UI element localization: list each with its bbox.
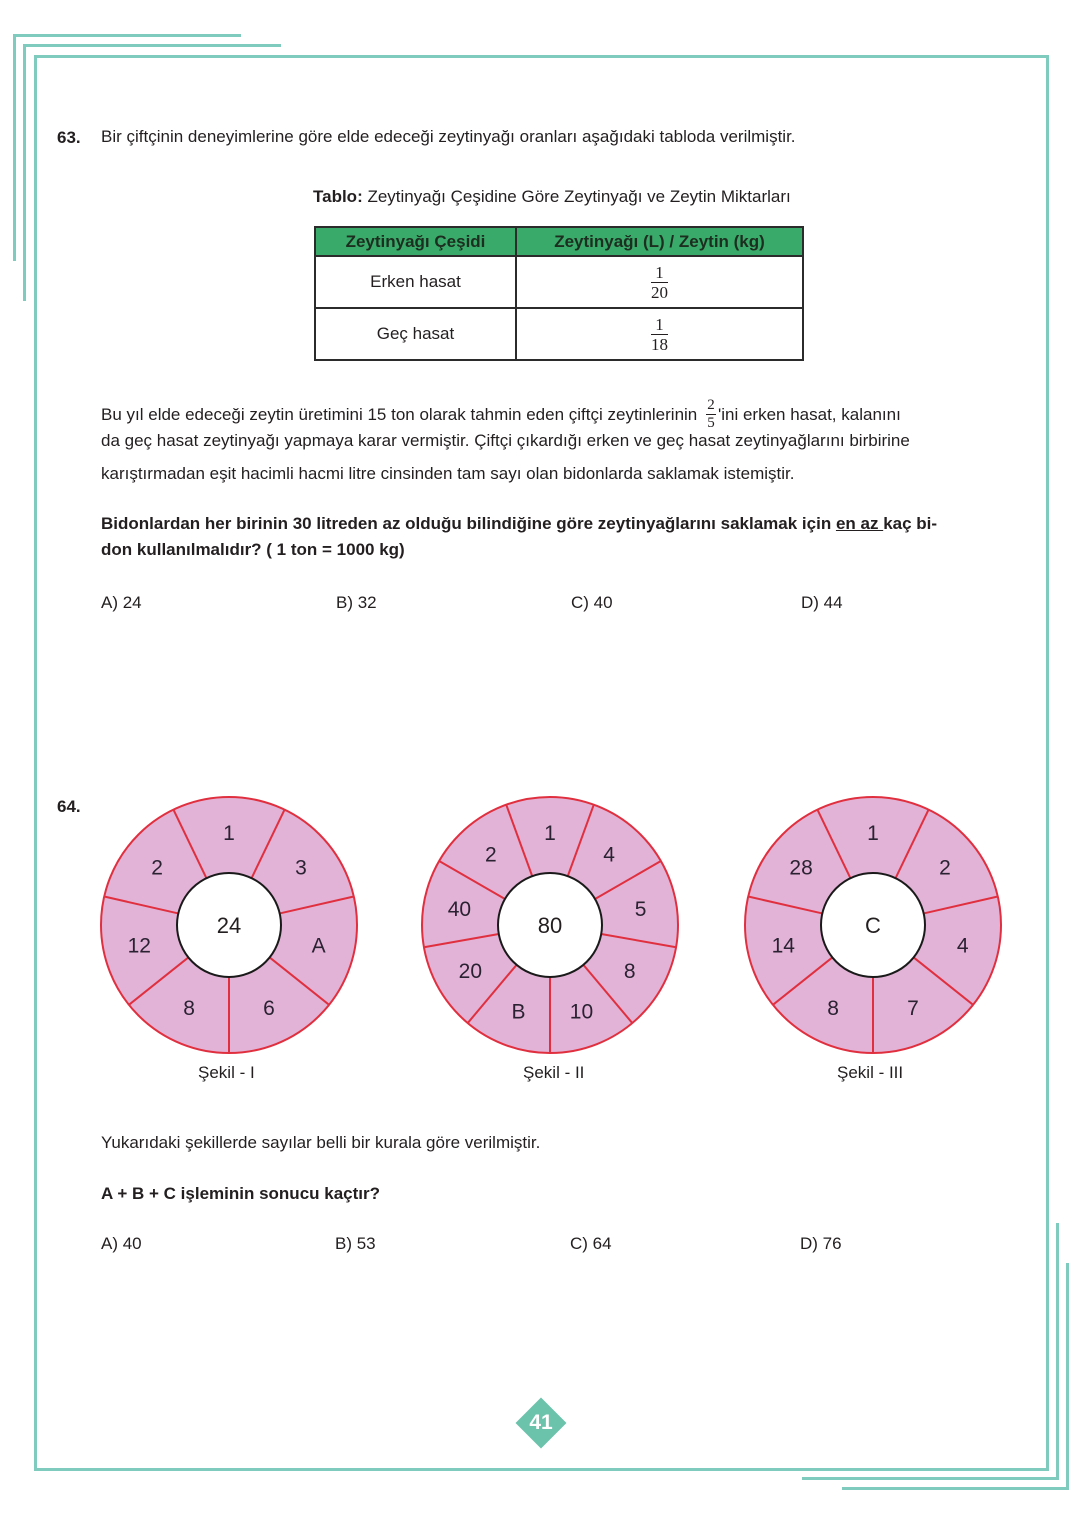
table-caption-label: Tablo: (313, 187, 363, 206)
prompt-text: kaç bi- (883, 514, 938, 533)
wheel-segment-value: 4 (956, 934, 969, 958)
fraction (651, 316, 668, 353)
fraction-denominator: 20 (651, 283, 668, 302)
number-wheels-figure (0, 780, 1080, 1100)
fraction-numerator: 2 (707, 397, 715, 413)
frame-right-outer-1 (1056, 1223, 1059, 1480)
table-cell-type: Geç hasat (315, 308, 516, 360)
prompt-emphasis: en az (835, 514, 884, 533)
table-header-row (315, 227, 803, 256)
wheel-segment-value: 28 (789, 856, 813, 880)
question-63-prompt-line-1 (101, 515, 937, 532)
number-wheel-3 (745, 797, 1001, 1053)
frame-left-outer-1 (13, 34, 16, 261)
wheel-segment-value: 7 (907, 996, 919, 1020)
prompt-text: Bidonlardan her birinin 30 litreden az olduğu bilindiğine göre zeytinyağlarını saklamak için (101, 514, 836, 533)
wheel-segment-value: 8 (623, 960, 636, 983)
figure-1-caption: Şekil - I (198, 1063, 255, 1082)
table-row (315, 256, 803, 308)
wheel-center-value: C (865, 913, 881, 938)
choice-b[interactable]: B) 53 (335, 1234, 376, 1253)
choice-d[interactable]: D) 44 (801, 593, 843, 612)
paragraph-text: 'ini erken hasat, kalanını (718, 404, 901, 424)
question-63-number: 63. (57, 128, 81, 147)
question-63-intro: Bir çiftçinin deneyimlerine göre elde edeceği zeytinyağı oranları aşağıdaki tabloda verilmiştir. (101, 127, 796, 146)
paragraph-line-1 (101, 399, 901, 432)
frame-bottom-outer-1 (802, 1477, 1059, 1480)
frame-main-bottom (34, 1468, 1049, 1471)
choice-a[interactable]: A) 40 (101, 1234, 142, 1253)
table-header-ratio: Zeytinyağı (L) / Zeytin (kg) (516, 227, 803, 256)
choice-b[interactable]: B) 32 (336, 593, 377, 612)
choice-c[interactable]: C) 40 (571, 593, 613, 612)
table-row (315, 308, 803, 360)
wheel-segment-value: A (311, 934, 326, 958)
fraction-denominator: 18 (651, 335, 668, 354)
question-64-number: 64. (57, 797, 81, 816)
wheel-segment-value: 1 (867, 822, 879, 845)
figure-3-caption: Şekil - III (837, 1063, 904, 1082)
paragraph-line-2: da geç hasat zeytinyağı yapmaya karar vermiştir. Çiftçi çıkardığı erken ve geç hasat zeytinyağlarını birbirine (101, 431, 910, 450)
wheel-segment-value: 14 (771, 934, 795, 958)
fraction (651, 264, 668, 301)
frame-main-top (34, 55, 1049, 58)
table-cell-ratio (516, 308, 803, 360)
wheel-segment-value: 2 (151, 856, 163, 880)
wheel-segment-value: 12 (127, 934, 151, 958)
wheel-segment-value: 1 (223, 822, 235, 845)
question-64-statement: Yukarıdaki şekillerde sayılar belli bir kurala göre verilmiştir. (101, 1133, 541, 1152)
number-wheel-2 (422, 797, 678, 1053)
frame-right-outer-2 (1066, 1263, 1069, 1490)
paragraph-line-3: karıştırmadan eşit hacimli hacmi litre cinsinden tam sayı olan bidonlarda saklamak istemiştir. (101, 464, 795, 483)
fraction-numerator: 1 (655, 263, 664, 282)
wheel-center-value: 80 (537, 913, 563, 938)
fraction-numerator: 1 (655, 315, 664, 334)
choice-d[interactable]: D) 76 (800, 1234, 842, 1253)
wheel-segment-value: 2 (939, 856, 951, 880)
table-caption-text: Zeytinyağı Çeşidine Göre Zeytinyağı ve Zeytin Miktarları (362, 187, 791, 206)
table-caption (313, 188, 791, 205)
wheel-segment-value: 4 (603, 843, 615, 867)
wheel-segment-value: B (511, 1000, 526, 1024)
wheel-segment-value: 2 (485, 843, 497, 867)
choice-c[interactable]: C) 64 (570, 1234, 612, 1253)
frame-main-left (34, 55, 37, 1471)
table-header-type: Zeytinyağı Çeşidi (315, 227, 516, 256)
question-63-prompt-line-2: don kullanılmalıdır? ( 1 ton = 1000 kg) (101, 540, 405, 559)
paragraph-text: Bu yıl elde edeceği zeytin üretimini 15 ton olarak tahmin eden çiftçi zeytinlerinin (101, 404, 698, 424)
frame-bottom-outer-2 (842, 1487, 1069, 1490)
frame-top-outer-2 (23, 44, 281, 47)
number-wheel-1 (101, 797, 357, 1053)
wheel-segment-value: 10 (569, 1000, 594, 1024)
table-cell-ratio (516, 256, 803, 308)
wheel-segment-value: 6 (263, 996, 275, 1020)
wheel-segment-value: 20 (458, 960, 483, 983)
frame-top-outer-1 (13, 34, 241, 37)
wheel-segment-value: 8 (183, 996, 195, 1020)
choice-a[interactable]: A) 24 (101, 593, 142, 612)
wheel-segment-value: 40 (447, 898, 472, 922)
wheel-segment-value: 3 (295, 856, 307, 880)
wheel-segment-value: 1 (544, 822, 556, 845)
wheel-segment-value: 5 (634, 898, 647, 922)
oil-ratio-table (314, 226, 804, 361)
frame-left-outer-2 (23, 44, 26, 301)
fraction-two-fifths (706, 398, 716, 431)
figure-2-caption: Şekil - II (523, 1063, 585, 1082)
frame-main-right (1046, 55, 1049, 1471)
wheel-segment-value: 8 (827, 996, 839, 1020)
fraction-denominator: 5 (707, 415, 715, 431)
page-number: 41 (529, 1411, 553, 1434)
question-64-prompt: A + B + C işleminin sonucu kaçtır? (101, 1184, 380, 1203)
table-cell-type: Erken hasat (315, 256, 516, 308)
wheel-center-value: 24 (216, 913, 242, 938)
